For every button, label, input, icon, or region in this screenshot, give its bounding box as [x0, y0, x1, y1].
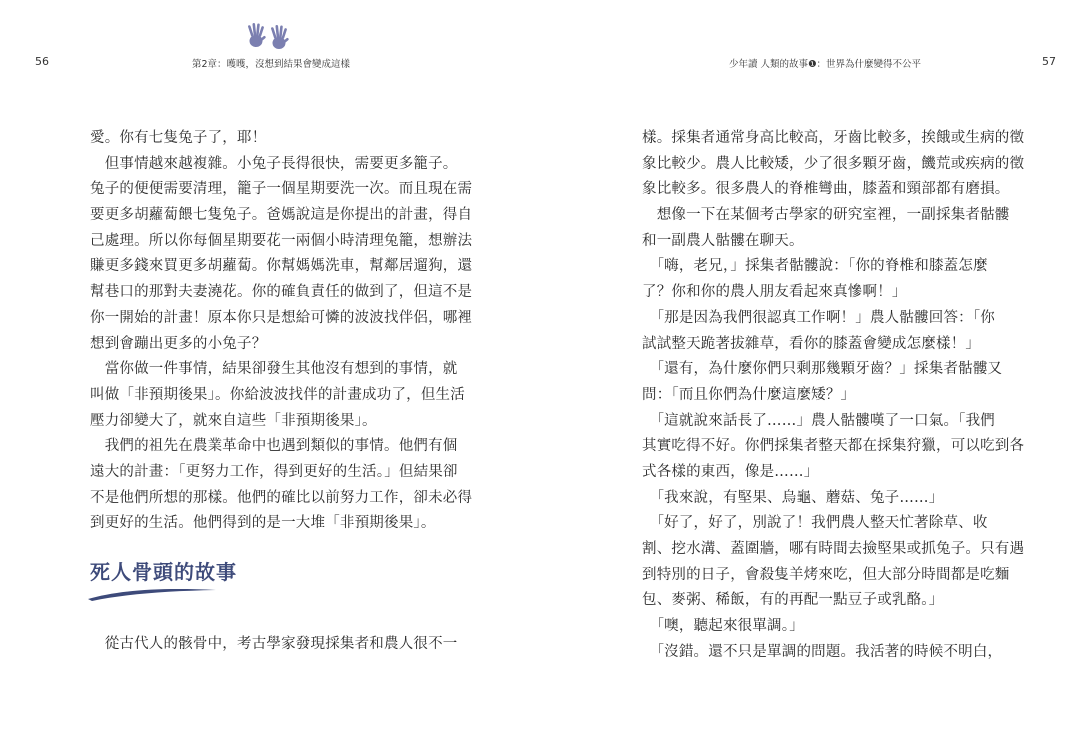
hands-icon — [244, 22, 294, 50]
text-line: 包、麥粥、稀飯，有的再配一點豆子或乳酪。」 — [642, 592, 944, 609]
text-line: 到特別的日子，會殺隻羊烤來吃，但大部分時間都是吃麵 — [642, 566, 1010, 583]
text-line: 叫做「非預期後果」。你給波波找伴的計畫成功了，但生活 — [90, 386, 465, 403]
right-page — [545, 0, 1090, 734]
text-line: 「我來說，有堅果、烏龜、蘑菇、兔子……」 — [642, 489, 944, 506]
text-line: 要更多胡蘿蔔餵七隻兔子。爸媽說這是你提出的計畫，得自 — [90, 207, 473, 224]
text-line: 「好了，好了，別說了！我們農人整天忙著除草、收 — [642, 515, 988, 532]
page-number-right: 57 — [1042, 55, 1056, 68]
text-line: 象比較多。很多農人的脊椎彎曲，膝蓋和頸部都有磨損。 — [642, 181, 1010, 198]
section-title: 死人骨頭的故事 — [90, 560, 237, 584]
text-line: 和一副農人骷髏在聊天。 — [642, 232, 804, 249]
text-line: 「噢，聽起來很單調。」 — [642, 618, 804, 635]
text-line: 樣。採集者通常身高比較高，牙齒比較多，挨餓或生病的徵 — [642, 130, 1025, 146]
page-number-left: 56 — [35, 55, 49, 68]
text-line: 問：「而且你們為什麼這麼矮？」 — [642, 386, 856, 403]
text-line: 「沒錯。還不只是單調的問題。我活著的時候不明白， — [642, 643, 1003, 660]
running-head-right: 少年讀 人類的故事❶：世界為什麼變得不公平 — [729, 59, 922, 70]
text-line: 「這就說來話長了……」農人骷髏嘆了一口氣。「我們 — [642, 412, 995, 429]
text-line: 到更好的生活。他們得到的是一大堆「非預期後果」。 — [90, 515, 436, 532]
text-line: 式各樣的東西，像是……」 — [642, 463, 819, 480]
text-line: 幫巷口的那對夫妻澆花。你的確負責任的做到了，但這不是 — [90, 284, 473, 301]
text-line: 己處理。所以你每個星期要花一兩個小時清理兔籠，想辦法 — [90, 232, 473, 249]
text-line: 「那是因為我們很認真工作啊！」農人骷髏回答：「你 — [642, 309, 995, 326]
text-line: 愛。你有七隻兔子了，耶！ — [90, 130, 267, 146]
title-underline-swoosh — [86, 585, 218, 603]
text-line: 兔子的便便需要清理，籠子一個星期要洗一次。而且現在需 — [90, 181, 473, 198]
text-line: 「嗨，老兄，」採集者骷髏說：「你的脊椎和膝蓋怎麼 — [642, 258, 988, 275]
text-line: 遠大的計畫：「更努力工作，得到更好的生活。」但結果卻 — [90, 463, 458, 480]
text-line: 象比較少。農人比較矮，少了很多顆牙齒，饑荒或疾病的徵 — [642, 155, 1025, 172]
right-body-text — [642, 126, 1025, 665]
text-line: 賺更多錢來買更多胡蘿蔔。你幫媽媽洗車，幫鄰居遛狗，還 — [90, 258, 473, 275]
text-line: 不是他們所想的那樣。他們的確比以前努力工作，卻未必得 — [90, 489, 473, 506]
text-line: 割、挖水溝、蓋圍牆，哪有時間去撿堅果或抓兔子。只有遇 — [642, 541, 1025, 557]
running-head-left: 第2章：嚄嚄，沒想到結果會變成這樣 — [192, 59, 351, 70]
text-line: 了？你和你的農人朋友看起來真慘啊！」 — [642, 284, 907, 301]
text-line: 其實吃得不好。你們採集者整天都在採集狩獵，可以吃到各 — [642, 438, 1025, 455]
text-line: 你一開始的計畫！原本你只是想給可憐的波波找伴侶，哪裡 — [90, 309, 473, 326]
text-line: 當你做一件事情，結果卻發生其他沒有想到的事情，就 — [90, 361, 458, 378]
text-line: 我們的祖先在農業革命中也遇到類似的事情。他們有個 — [90, 438, 458, 455]
text-line: 想像一下在某個考古學家的研究室裡，一副採集者骷髏 — [642, 207, 1010, 224]
text-line: 想到會蹦出更多的小兔子？ — [90, 335, 267, 352]
text-line: 「還有，為什麼你們只剩那幾顆牙齒？」採集者骷髏又 — [642, 361, 1003, 378]
text-line: 壓力卻變大了，就來自這些「非預期後果」。 — [90, 412, 377, 429]
text-line: 從古代人的骸骨中，考古學家發現採集者和農人很不一 — [90, 636, 458, 652]
text-line: 試試整天跪著拔雜草，看你的膝蓋會變成怎麼樣！」 — [642, 335, 981, 352]
text-line: 但事情越來越複雜。小兔子長得很快，需要更多籠子。 — [90, 155, 458, 172]
left-body-text — [90, 126, 473, 537]
